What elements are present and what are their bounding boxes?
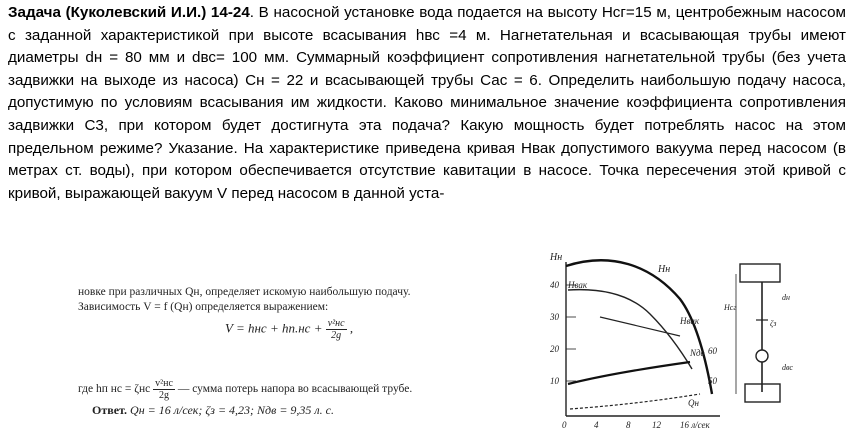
vacuum-upper-label: Hвак [568, 280, 588, 290]
where-line [78, 378, 412, 401]
flow-curve [570, 394, 700, 409]
x-tick-12: 12 [652, 420, 661, 430]
answer-line [92, 403, 334, 418]
right-tick-50: 50 [708, 376, 717, 386]
where-fraction [153, 378, 175, 401]
pump-symbol [756, 350, 768, 362]
x-tick-8: 8 [626, 420, 631, 430]
where-suffix: — сумма потерь напора во всасывающей трубе. [177, 383, 413, 396]
power-curve [568, 362, 690, 384]
scanned-continuation [78, 285, 528, 315]
hcr-label: Hсг [724, 303, 737, 312]
problem-body: . В насосной установке вода подается на высоту Нсг=15 м, центробежным насосом с заданной характеристикой при высоте всасывания hвс =4 м. Нагнетательная и всасывающая трубы имеют диаметры dн = 80 мм и dвс= 100 мм. Суммарный коэффициент сопротивления нагнетательной трубы (без учета задвижки на выходе из насоса) Сн = 22 и всасывающей трубы Сас = 6. Определить наибольшую подачу насоса, допустимую по условиям всасывания им жидкости. Каково минимальное значение коэффициента сопротивления задвижки С3, при котором будет достигнута эта подача? Какую мощность будет потреблять насос на этом предельном режиме? Указание. На характеристике приведена кривая Нвак допустимого вакуума перед насосом (в метрах ст. воды), при котором обеспечивается отсутствие кавитации в насосе. Точка пересечения этой кривой с кривой, выражающей вакуум V перед насосом в данной уста- [8, 4, 846, 202]
x-tick-16: 16 л/сек [680, 420, 710, 430]
where-prefix: где hп нс = ζнс [78, 383, 151, 396]
x-tick-4: 4 [594, 420, 599, 430]
head-curve [566, 260, 712, 394]
scan-line-2: Зависимость V = f (Qн) определяется выражением: [78, 301, 329, 313]
y-tick-10: 10 [550, 376, 559, 386]
answer-label: Ответ. [92, 403, 128, 417]
formula-fraction [326, 318, 347, 341]
head-curve-label: Hн [658, 264, 671, 275]
problem-statement [8, 2, 846, 205]
flow-curve-label: Qн [688, 398, 699, 408]
dn-label: dн [782, 293, 790, 302]
vacuum-curve-upper [568, 290, 692, 369]
y-tick-20: 20 [550, 344, 559, 354]
where-numerator: v²нс [155, 378, 173, 389]
power-curve-label: Nдв [690, 348, 705, 358]
formula-denominator: 2g [331, 330, 342, 341]
pump-characteristic-figure [530, 244, 860, 439]
vacuum-curve-lower [600, 317, 680, 336]
y-tick-40: 40 [550, 280, 559, 290]
right-tick-60: 60 [708, 346, 717, 356]
y-axis-label: Hн [550, 252, 563, 263]
upper-tank [740, 264, 780, 282]
scan-line-1: новке при различных Qн, определяет искомую наибольшую подачу. [78, 286, 411, 298]
dvs-label: dвс [782, 363, 793, 372]
zeta-label: ζз [770, 319, 777, 328]
vacuum-formula: V = hнс + hп.нс + $\frac{\text{v²нс}}{2g}$ , [225, 318, 354, 341]
where-denominator: 2g [159, 390, 170, 401]
formula-numerator: v²нс [327, 318, 345, 329]
problem-title: Задача (Куколевский И.И.) 14-24 [8, 4, 250, 21]
y-tick-30: 30 [550, 312, 559, 322]
vacuum-lower-label: Hвак [680, 316, 700, 326]
x-tick-0: 0 [562, 420, 567, 430]
formula-text: V = hнс + hп.нс + [225, 320, 323, 336]
answer-values: Qн = 16 л/сек; ζз = 4,23; Nдв = 9,35 л. с. [130, 403, 334, 417]
